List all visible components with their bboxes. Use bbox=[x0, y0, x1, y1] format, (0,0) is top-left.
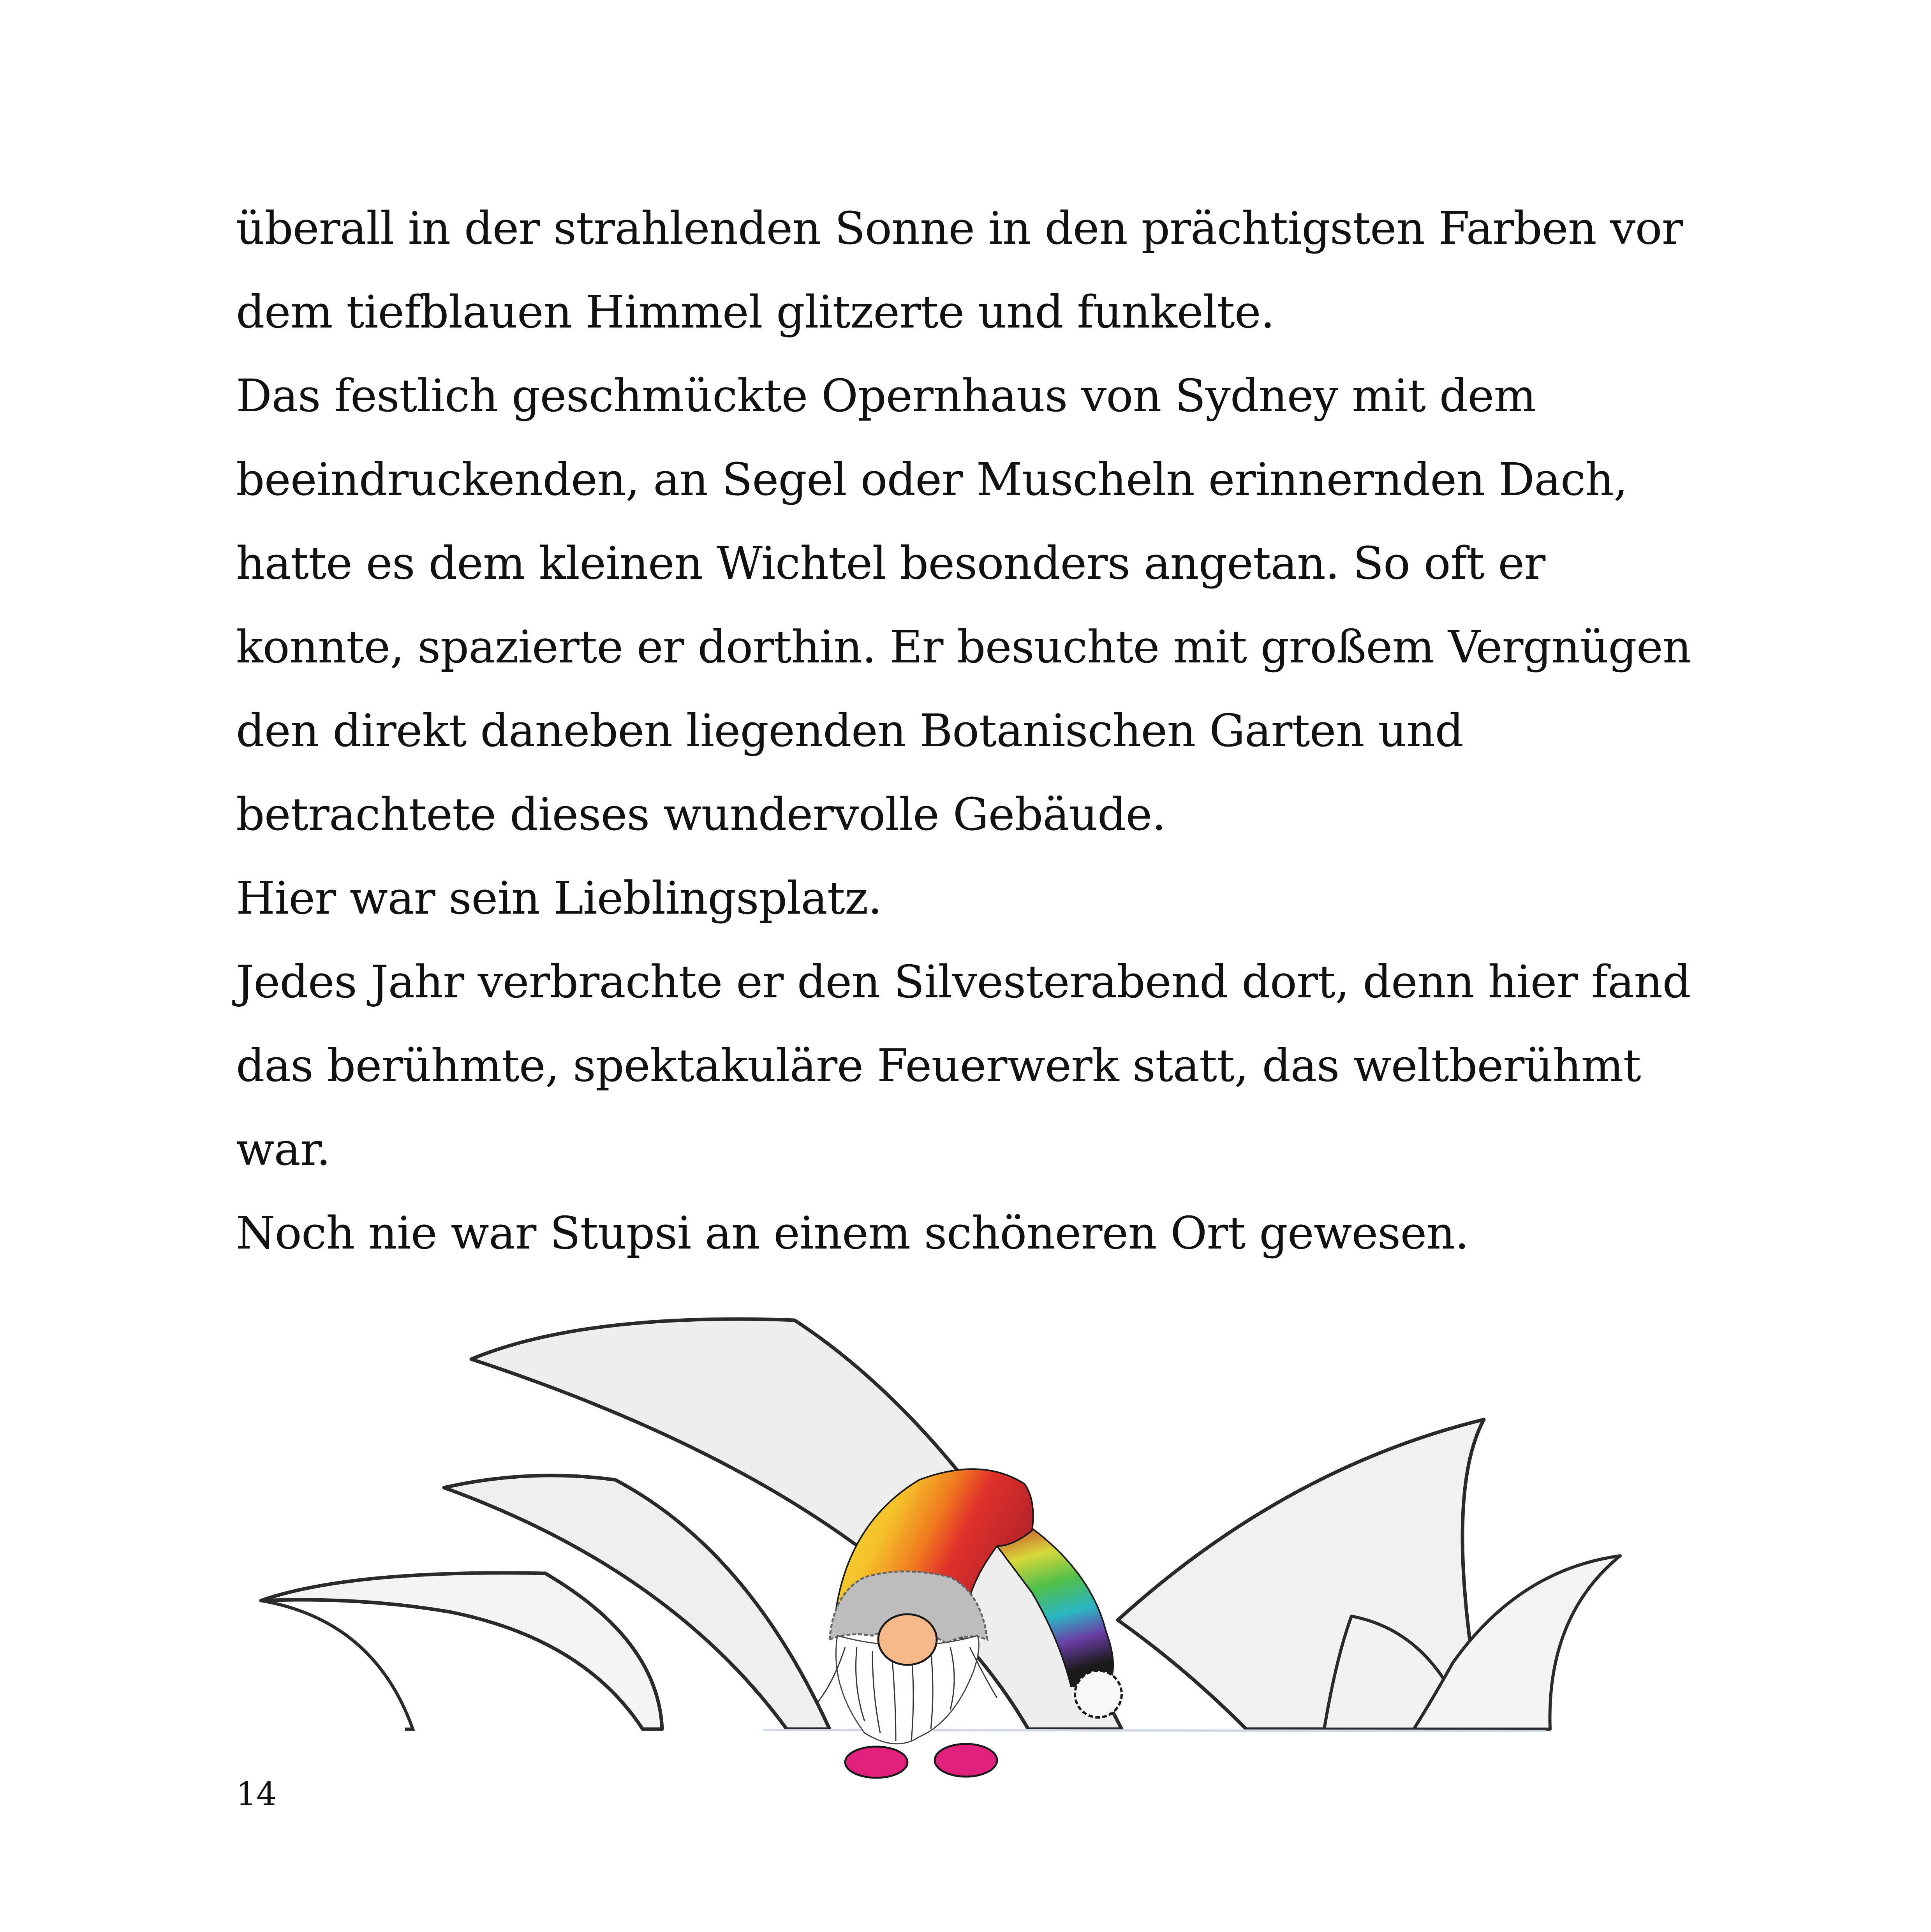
text-line: überall in der strahlenden Sonne in den prächtigsten Farben vor bbox=[236, 203, 1683, 255]
gnome-nose bbox=[878, 1614, 937, 1665]
text-line: Hier war sein Lieblingsplatz. bbox=[236, 872, 882, 925]
gnome-shoe-right bbox=[935, 1744, 997, 1777]
page-number: 14 bbox=[236, 1776, 277, 1813]
opera-house-gnome-illustration bbox=[234, 1297, 1636, 1807]
text-line: dem tiefblauen Himmel glitzerte und funkelte. bbox=[236, 286, 1275, 338]
text-line: war. bbox=[236, 1124, 330, 1176]
text-line: Jedes Jahr verbrachte er den Silvesterabend dort, denn hier fand bbox=[236, 956, 1691, 1008]
text-line: den direkt daneben liegenden Botanischen Garten und bbox=[236, 705, 1463, 757]
gnome-pompom bbox=[1075, 1671, 1122, 1717]
text-line: hatte es dem kleinen Wichtel besonders angetan. So oft er bbox=[236, 537, 1545, 590]
opera-shell-front-left-b bbox=[261, 1601, 413, 1729]
text-line: beeindruckenden, an Segel oder Muscheln erinnernden Dach, bbox=[236, 454, 1628, 506]
text-line: das berühmte, spektakuläre Feuerwerk statt, das weltberühmt bbox=[236, 1040, 1641, 1092]
opera-shell-front-left bbox=[261, 1573, 662, 1729]
text-line: konnte, spazierte er dorthin. Er besuchte mit großem Vergnügen bbox=[236, 621, 1691, 673]
story-text bbox=[236, 187, 1691, 1275]
gnome-shoe-left bbox=[845, 1747, 907, 1778]
text-line: Das festlich geschmückte Opernhaus von Sydney mit dem bbox=[236, 370, 1536, 422]
text-line: betrachtete dieses wundervolle Gebäude. bbox=[236, 789, 1166, 841]
text-line: Noch nie war Stupsi an einem schöneren Ort gewesen. bbox=[236, 1207, 1469, 1259]
